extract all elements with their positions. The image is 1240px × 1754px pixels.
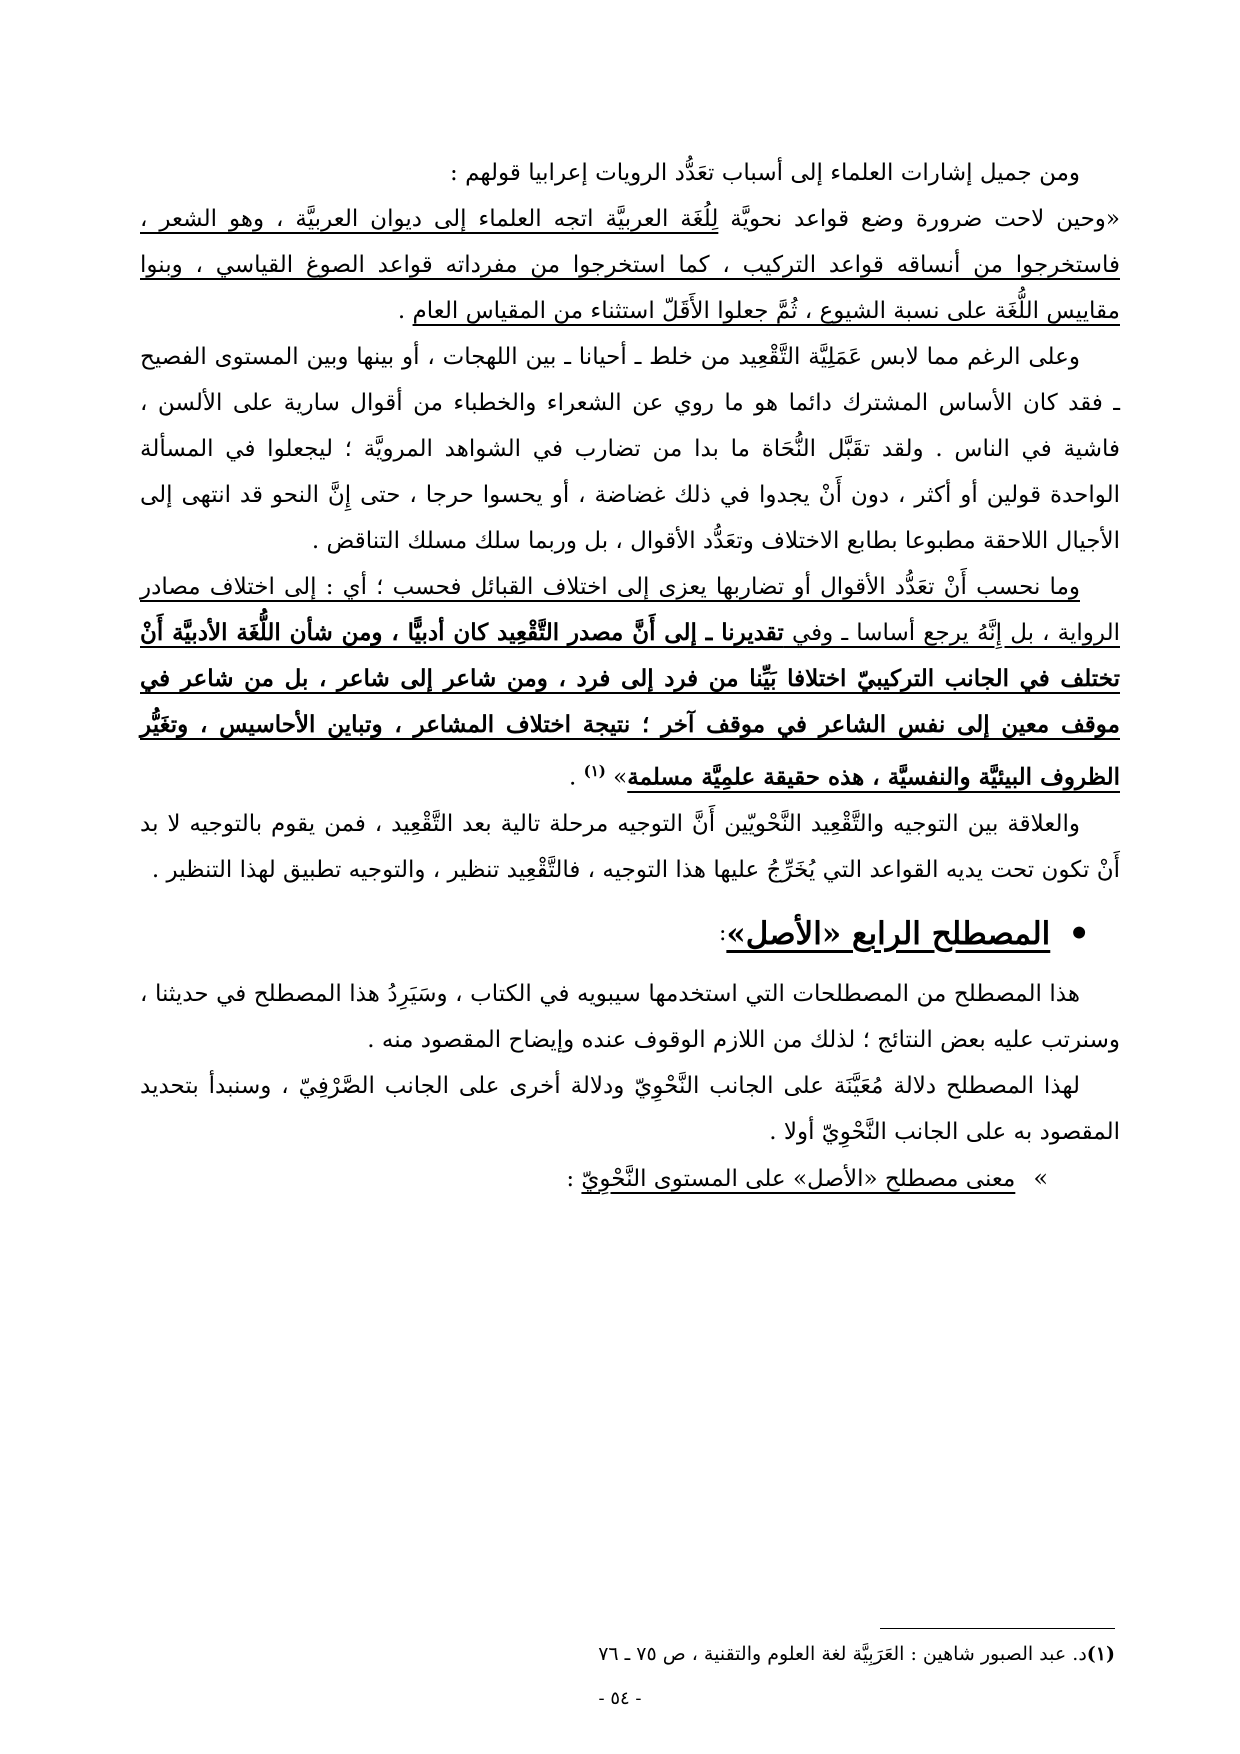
quote-1-lead: وحين لاحت ضرورة وضع قواعد نحويَّة xyxy=(718,206,1106,232)
footnote xyxy=(135,1640,1115,1668)
quote-2-end: . xyxy=(568,764,584,791)
section-heading xyxy=(140,903,1120,965)
page-number: - ٥٤ - xyxy=(598,1688,642,1709)
body-paragraph-2: وعلى الرغم مما لابس عَمَلِيَّة التَّقْعِيد من خلط ـ أحيانا ـ بين اللهجات ، أو بينها وبين المستوى الفصيح ـ فقد كان الأساس المشترك دائما هو ما روي عن الشعراء والخطباء من أقوال سارية على الألسن ، فاشية في الناس . ولقد تقَبَّل النُّحَاة ما بدا من تضارب في الشواهد المرويَّة ؛ ليجعلوا في المسألة الواحدة قولين أو أكثر ، دون أَنْ يجدوا في ذلك غضاضة ، أو يحسوا حرجا ، حتى إِنَّ النحو قد انتهى إلى الأجيال اللاحقة مطبوعا بطابع الاختلاف وتعَدُّد الأقوال ، بل وربما سلك مسلك التناقض . xyxy=(140,344,1120,554)
quotation-paragraph-1 xyxy=(140,196,1120,334)
quote-2-bold: تقديرنا ـ إلى أَنَّ مصدر التَّقْعِيد كان أدبيًّا ، ومن شأن اللُّغَة الأدبيَّة أَنْ تختلف في الجانب التركيبيّ اختلافا بَيِّنا من فرد إلى فرد ، ومن شاعر إلى شاعر ، بل من شاعر في موقف معين إلى نفس الشاعر في موقف آخر ؛ نتيجة اختلاف المشاعر ، وتباين الأحاسيس ، وتغَيُّر الظروف البيئيَّة والنفسيَّة ، هذه حقيقة علمِيَّة مسلمة xyxy=(140,619,1120,791)
section-heading-term: المصطلح الرابع «الأصل» xyxy=(726,915,1051,952)
footnote-divider xyxy=(880,1628,1115,1629)
subsection-heading xyxy=(140,1155,1120,1202)
footnote-reference: (١) xyxy=(583,762,606,780)
intro-paragraph: ومن جميل إشارات العلماء إلى أسباب تعَدُّد الرويات إعرابيا قولهم : xyxy=(450,160,1080,186)
quotation-paragraph-2 xyxy=(140,564,1120,801)
subheading-colon: : xyxy=(566,1165,582,1192)
subheading-text: معنى مصطلح «الأصل» على المستوى النَّحْوِيّ xyxy=(581,1165,1016,1192)
footnote-number: (١) xyxy=(1086,1643,1115,1665)
quote-1-underlined: لِلُغَة العربيَّة اتجه العلماء إلى ديوان العربيَّة ، وهو الشعر ، فاستخرجوا من أنساقه قواعد التركيب ، كما استخرجوا من مفرداته قواعد الصوغ القياسي ، وبنوا مقاييس اللُّغَة على نسبة الشيوع ، ثُمَّ جعلوا الأَقَلّ استثناء من المقياس العام xyxy=(140,206,1120,324)
main-text xyxy=(140,150,1120,1202)
quote-2-normal: وما نحسب أَنْ تعَدُّد الأقوال أو تضاربها يعزى إلى اختلاف القبائل فحسب ؛ أي : إلى اختلاف مصادر الرواية ، بل إِنَّهُ يرجع أساسا ـ وفي xyxy=(140,574,1120,646)
section-heading-colon: : xyxy=(718,920,727,946)
footnote-text: د. عبد الصبور شاهين : العَرَبِيَّة لغة العلوم والتقنية ، ص ٧٥ ـ ٧٦ xyxy=(598,1643,1087,1665)
subheading-marker-icon: » xyxy=(1033,1163,1048,1192)
body-paragraph-4: هذا المصطلح من المصطلحات التي استخدمها سيبويه في الكتاب ، وسَيَرِدُ هذا المصطلح في حديثنا ، وسنرتب عليه بعض النتائج ؛ لذلك من اللازم الوقوف عنده وإيضاح المقصود منه . xyxy=(140,980,1120,1053)
quote-2-close: » xyxy=(613,764,628,791)
body-paragraph-3: والعلاقة بين التوجيه والتَّقْعِيد النَّحْويّين أَنَّ التوجيه مرحلة تالية بعد التَّقْعِيد ، فمن يقوم بالتوجيه لا بد أَنْ تكون تحت يديه القواعد التي يُخَرِّجُ عليها هذا التوجيه ، فالتَّقْعِيد تنظير ، والتوجيه تطبيق لهذا التنظير . xyxy=(140,810,1120,883)
quote-1-end: . xyxy=(397,298,413,324)
body-paragraph-5: لهذا المصطلح دلالة مُعَيَّنَة على الجانب النَّحْوِيّ ودلالة أخرى على الجانب الصَّرْفِيّ ، وسنبدأ بتحديد المقصود به على الجانب النَّحْوِيّ أولا . xyxy=(140,1072,1120,1145)
bullet-icon: • xyxy=(1068,913,1090,954)
